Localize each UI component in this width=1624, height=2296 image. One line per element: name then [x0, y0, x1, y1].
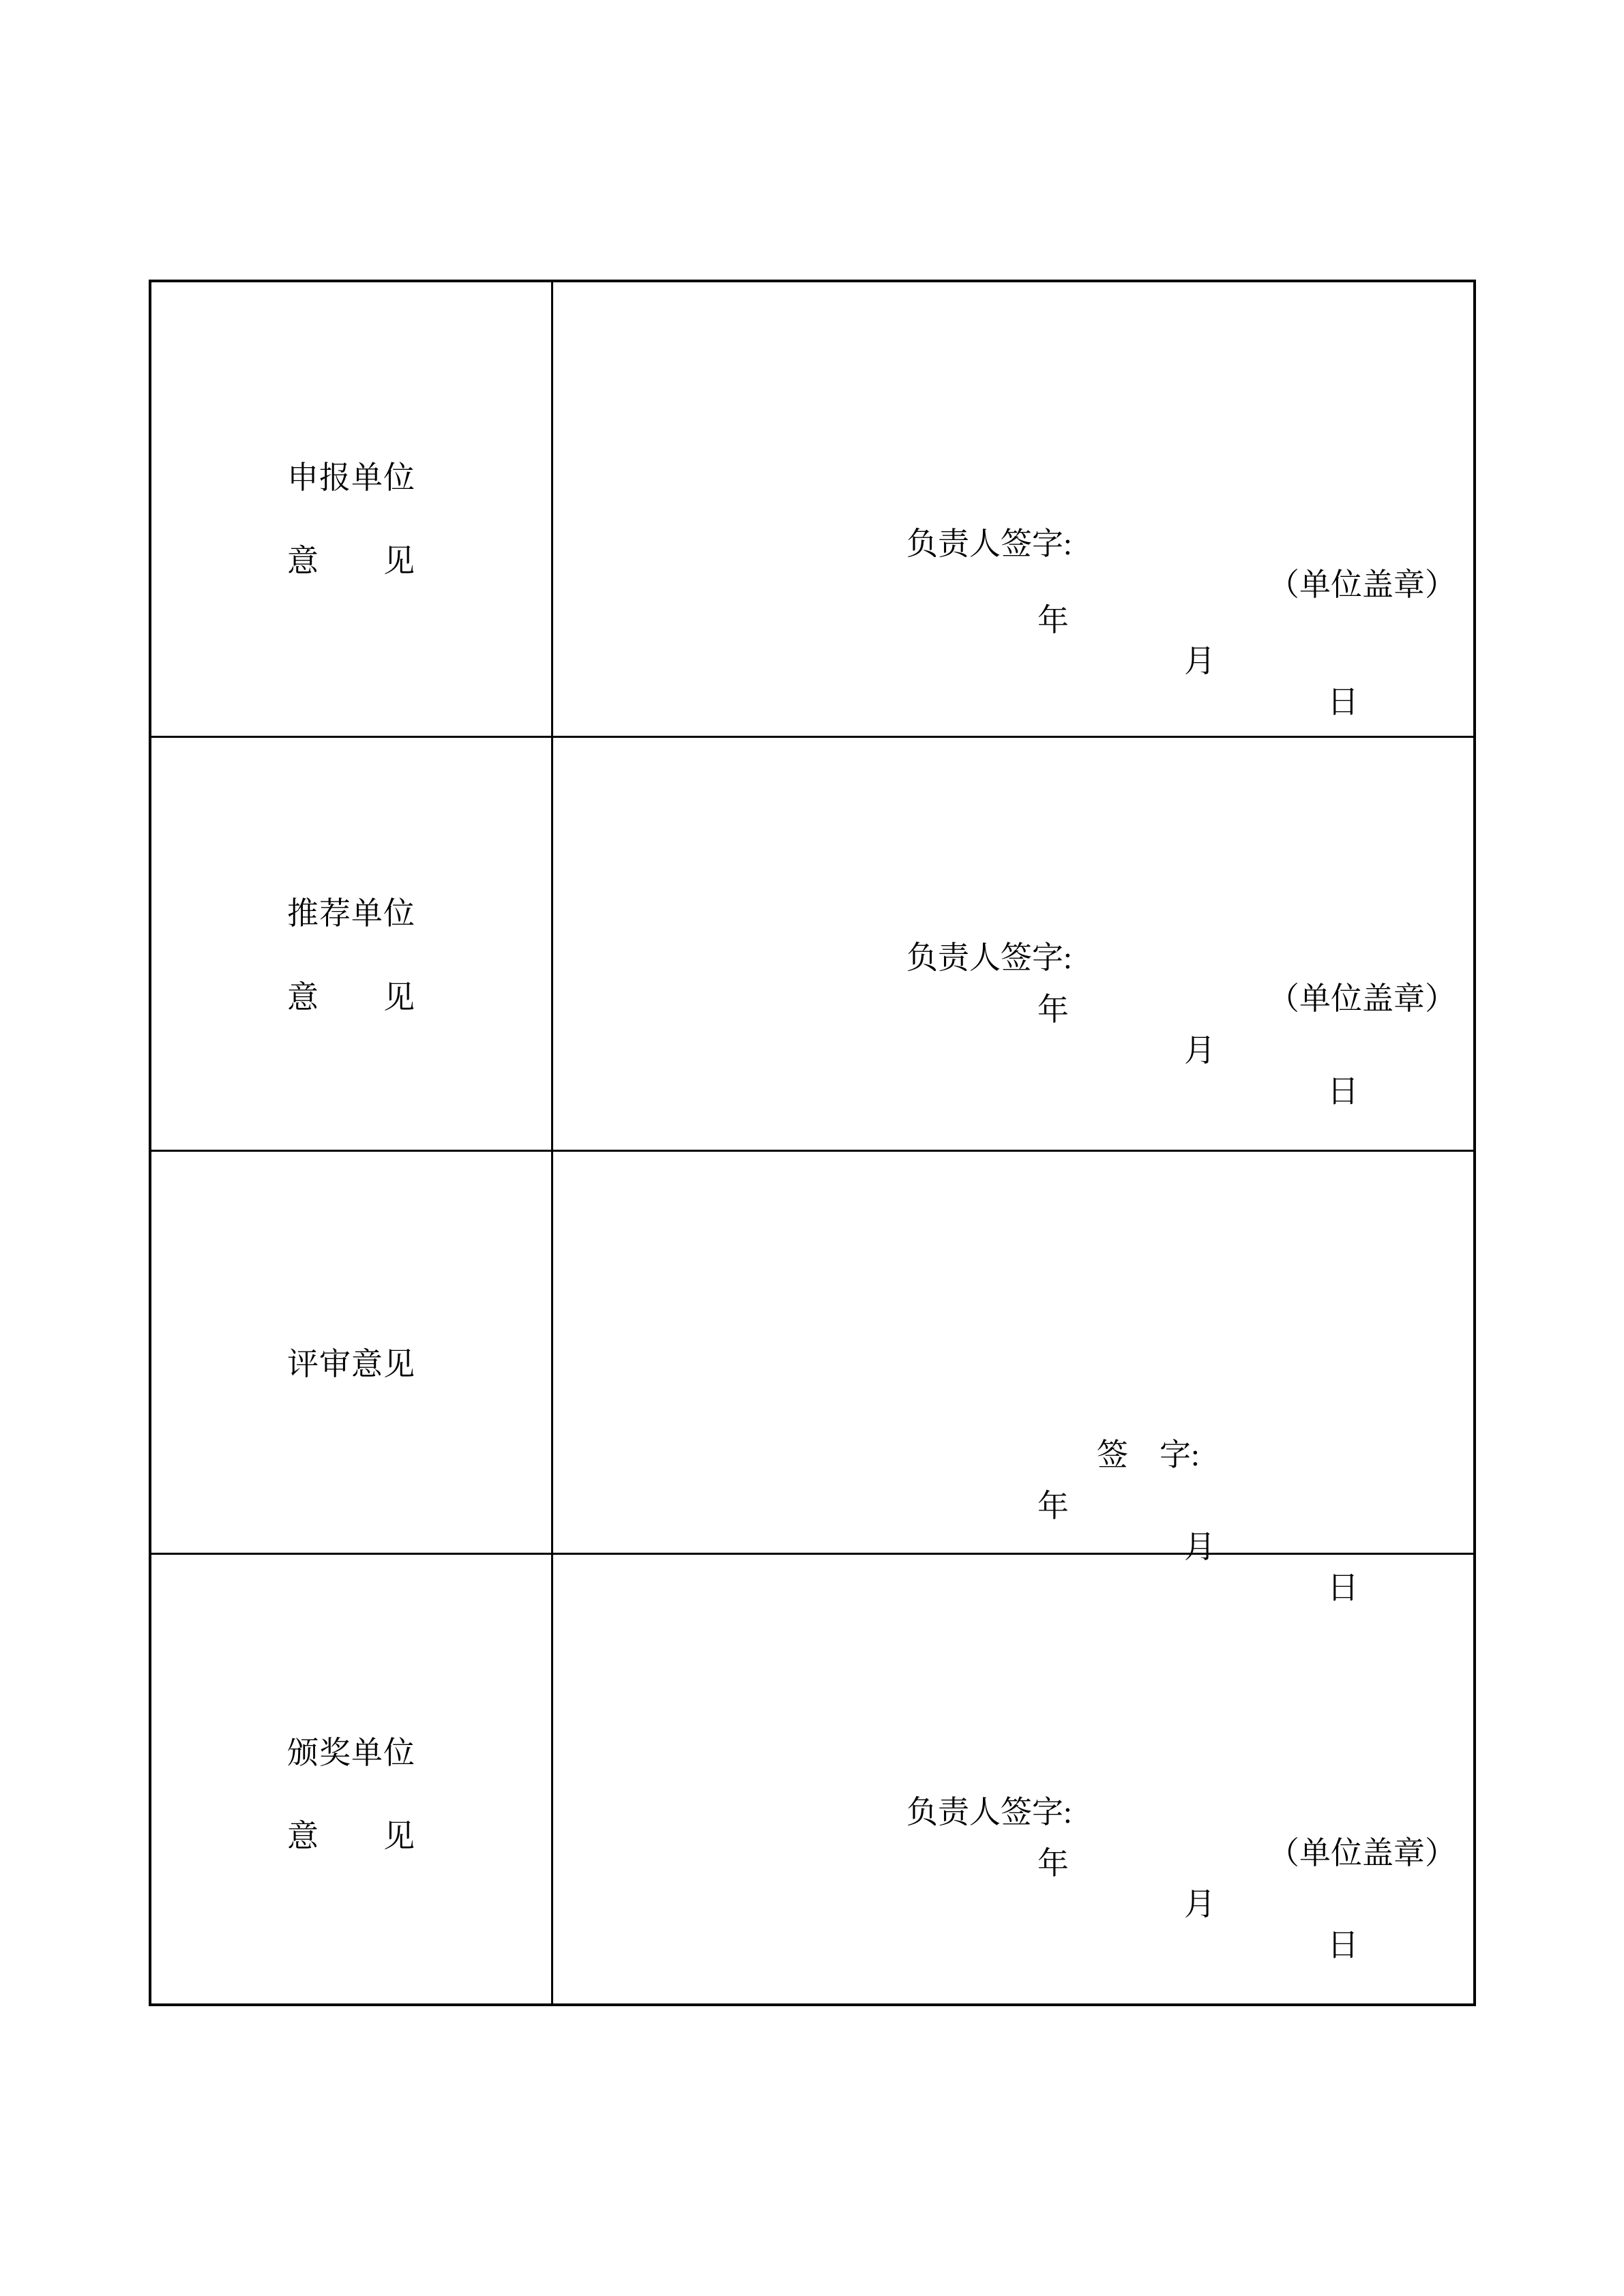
day-label: 日: [1327, 1074, 1359, 1109]
signature-line: [553, 1394, 1473, 1472]
content-cell-review: [553, 1152, 1473, 1605]
table-row-review-opinion: [151, 1150, 1473, 1605]
content-cell-applicant-unit: [553, 282, 1473, 736]
date-line: [553, 1445, 1473, 1605]
year-label: 年: [1037, 1846, 1069, 1881]
row-label-line2: 意 见: [287, 1819, 415, 1853]
signature-label: 签 字:: [1097, 1437, 1200, 1472]
signature-label: 负责人签字:: [906, 526, 1072, 561]
table-row-awarding-unit-opinion: [151, 1553, 1473, 2003]
day-label: 日: [1327, 685, 1359, 719]
year-label: 年: [1037, 603, 1069, 638]
label-cell-review: [151, 1152, 553, 1553]
row-label-line1: 评审意见: [287, 1347, 415, 1382]
seal-label: （单位盖章）: [1268, 567, 1456, 602]
label-cell-awarding-unit: [151, 1555, 553, 2003]
table-row-applicant-unit-opinion: [151, 282, 1473, 736]
row-label-line1: 颁奖单位: [287, 1735, 415, 1770]
label-cell-applicant-unit: [151, 282, 553, 736]
day-label: 日: [1327, 1928, 1359, 1963]
date-line: [553, 559, 1473, 719]
opinion-form-table: [149, 280, 1476, 2006]
year-label: 年: [1037, 992, 1069, 1027]
label-cell-recommending-unit: [151, 738, 553, 1150]
signature-label: 负责人签字:: [906, 940, 1072, 975]
content-cell-awarding-unit: [553, 1555, 1473, 2003]
row-label-line1: 推荐单位: [287, 896, 415, 931]
day-label: 日: [1327, 1570, 1359, 1605]
month-label: 月: [1184, 644, 1215, 679]
month-label: 月: [1184, 1033, 1215, 1068]
signature-line: [553, 897, 1473, 1016]
seal-label: （单位盖章）: [1268, 981, 1456, 1016]
seal-label: （单位盖章）: [1268, 1836, 1456, 1870]
month-label: 月: [1184, 1530, 1215, 1564]
signature-line: [553, 483, 1473, 602]
signature-label: 负责人签字:: [906, 1795, 1072, 1830]
row-label-line2: 意 见: [287, 543, 415, 578]
table-row-recommending-unit-opinion: [151, 736, 1473, 1150]
row-label-line2: 意 见: [287, 980, 415, 1015]
row-label-line1: 申报单位: [287, 460, 415, 495]
year-label: 年: [1037, 1489, 1069, 1523]
month-label: 月: [1184, 1887, 1215, 1922]
signature-line: [553, 1751, 1473, 1870]
content-cell-recommending-unit: [553, 738, 1473, 1150]
